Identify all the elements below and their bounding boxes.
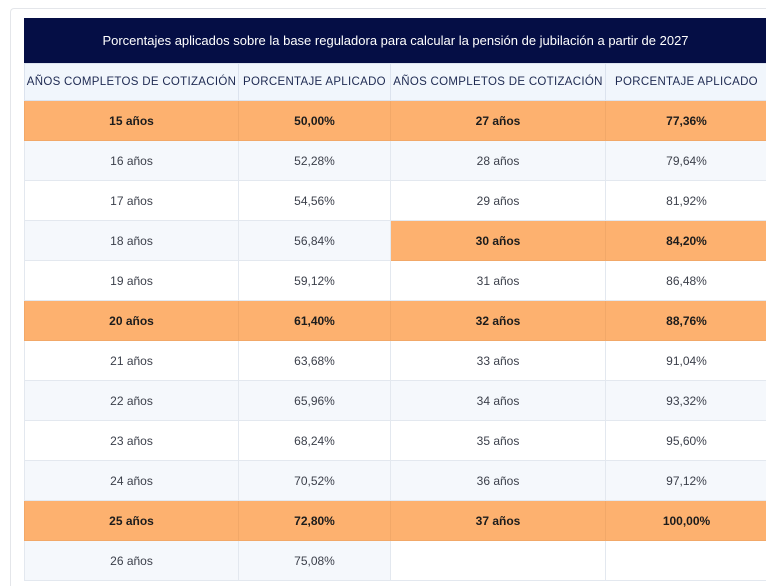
table-row — [25, 301, 766, 341]
percentage-cell: 59,12% — [239, 261, 391, 301]
years-cell: 34 años — [391, 381, 606, 421]
years-cell: 29 años — [391, 181, 606, 221]
percentage-cell: 75,08% — [239, 541, 391, 581]
years-cell: 30 años — [391, 221, 606, 261]
years-cell: 36 años — [391, 461, 606, 501]
percentage-cell — [606, 541, 766, 581]
years-cell: 33 años — [391, 341, 606, 381]
years-cell: 18 años — [25, 221, 239, 261]
table-row — [25, 461, 766, 501]
percentage-cell: 54,56% — [239, 181, 391, 221]
percentage-cell: 61,40% — [239, 301, 391, 341]
years-cell: 17 años — [25, 181, 239, 221]
percentage-cell: 72,80% — [239, 501, 391, 541]
years-cell: 37 años — [391, 501, 606, 541]
table-title: Porcentajes aplicados sobre la base reguladora para calcular la pensión de jubilación a partir de 2027 — [24, 18, 766, 63]
percentage-cell: 50,00% — [239, 101, 391, 141]
percentage-cell: 56,84% — [239, 221, 391, 261]
percentage-cell: 77,36% — [606, 101, 766, 141]
header-percentage-right: PORCENTAJE APLICADO — [606, 64, 766, 101]
header-percentage-left: PORCENTAJE APLICADO — [239, 64, 391, 101]
percentage-cell: 86,48% — [606, 261, 766, 301]
years-cell: 32 años — [391, 301, 606, 341]
percentage-cell: 95,60% — [606, 421, 766, 461]
percentage-cell: 65,96% — [239, 381, 391, 421]
years-cell: 31 años — [391, 261, 606, 301]
percentage-cell: 68,24% — [239, 421, 391, 461]
pension-percentage-table — [24, 63, 766, 581]
percentage-cell: 97,12% — [606, 461, 766, 501]
years-cell: 21 años — [25, 341, 239, 381]
years-cell: 27 años — [391, 101, 606, 141]
table-row — [25, 141, 766, 181]
percentage-cell: 79,64% — [606, 141, 766, 181]
table-row — [25, 381, 766, 421]
years-cell: 28 años — [391, 141, 606, 181]
years-cell: 22 años — [25, 381, 239, 421]
table-wrapper — [24, 18, 766, 581]
years-cell: 26 años — [25, 541, 239, 581]
table-row — [25, 421, 766, 461]
header-years-right: AÑOS COMPLETOS DE COTIZACIÓN — [391, 64, 606, 101]
years-cell: 23 años — [25, 421, 239, 461]
percentage-cell: 91,04% — [606, 341, 766, 381]
table-row — [25, 181, 766, 221]
header-row — [25, 64, 766, 101]
years-cell: 25 años — [25, 501, 239, 541]
percentage-cell: 100,00% — [606, 501, 766, 541]
years-cell — [391, 541, 606, 581]
table-body — [25, 101, 766, 581]
table-row — [25, 261, 766, 301]
percentage-cell: 81,92% — [606, 181, 766, 221]
years-cell: 20 años — [25, 301, 239, 341]
table-row — [25, 101, 766, 141]
years-cell: 16 años — [25, 141, 239, 181]
percentage-cell: 93,32% — [606, 381, 766, 421]
table-row — [25, 341, 766, 381]
table-row — [25, 221, 766, 261]
table-card — [10, 8, 766, 586]
table-row — [25, 501, 766, 541]
years-cell: 19 años — [25, 261, 239, 301]
percentage-cell: 84,20% — [606, 221, 766, 261]
percentage-cell: 52,28% — [239, 141, 391, 181]
percentage-cell: 70,52% — [239, 461, 391, 501]
years-cell: 35 años — [391, 421, 606, 461]
table-row — [25, 541, 766, 581]
header-years-left: AÑOS COMPLETOS DE COTIZACIÓN — [25, 64, 239, 101]
percentage-cell: 63,68% — [239, 341, 391, 381]
years-cell: 15 años — [25, 101, 239, 141]
percentage-cell: 88,76% — [606, 301, 766, 341]
years-cell: 24 años — [25, 461, 239, 501]
